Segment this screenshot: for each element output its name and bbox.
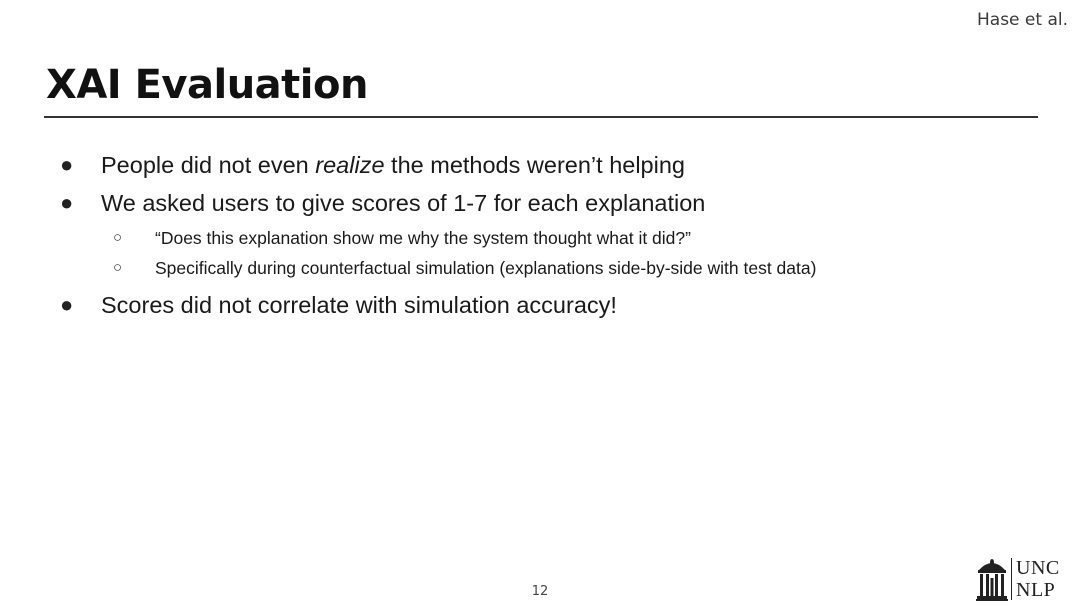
sub-bullet-text: “Does this explanation show me why the system thought what it did?” [155,228,691,248]
bullet-marker: ● [60,292,74,317]
logo-text-unc: UNC [1016,557,1060,579]
sub-bullet-text: Specifically during counterfactual simulation (explanations side-by-side with test data) [155,258,817,278]
citation: Hase et al. [977,10,1068,30]
sub-bullet-marker: ○ [113,229,123,246]
bullet-marker: ● [60,190,74,215]
bullet-text: People did not even [101,152,316,178]
sub-bullet-item [0,253,1080,283]
bullet-text: We asked users to give scores of 1-7 for each explanation [101,190,706,216]
sub-bullet-item [0,223,1080,253]
bullet-item [0,146,1080,184]
unc-nlp-logo [976,556,1076,604]
page-number: 12 [531,584,549,599]
logo-divider [1011,558,1012,600]
bullet-text: Scores did not correlate with simulation accuracy! [101,292,617,318]
old-well-icon [976,558,1008,602]
bullet-list [0,146,1080,324]
bullet-item [0,286,1080,324]
bullet-emphasis: realize [315,152,385,178]
title-divider [44,116,1038,118]
bullet-item [0,184,1080,222]
logo-text-nlp: NLP [1016,579,1056,601]
slide-title: XAI Evaluation [46,62,368,108]
sub-bullet-marker: ○ [113,259,123,276]
bullet-marker: ● [60,152,74,177]
bullet-text: the methods weren’t helping [384,152,685,178]
